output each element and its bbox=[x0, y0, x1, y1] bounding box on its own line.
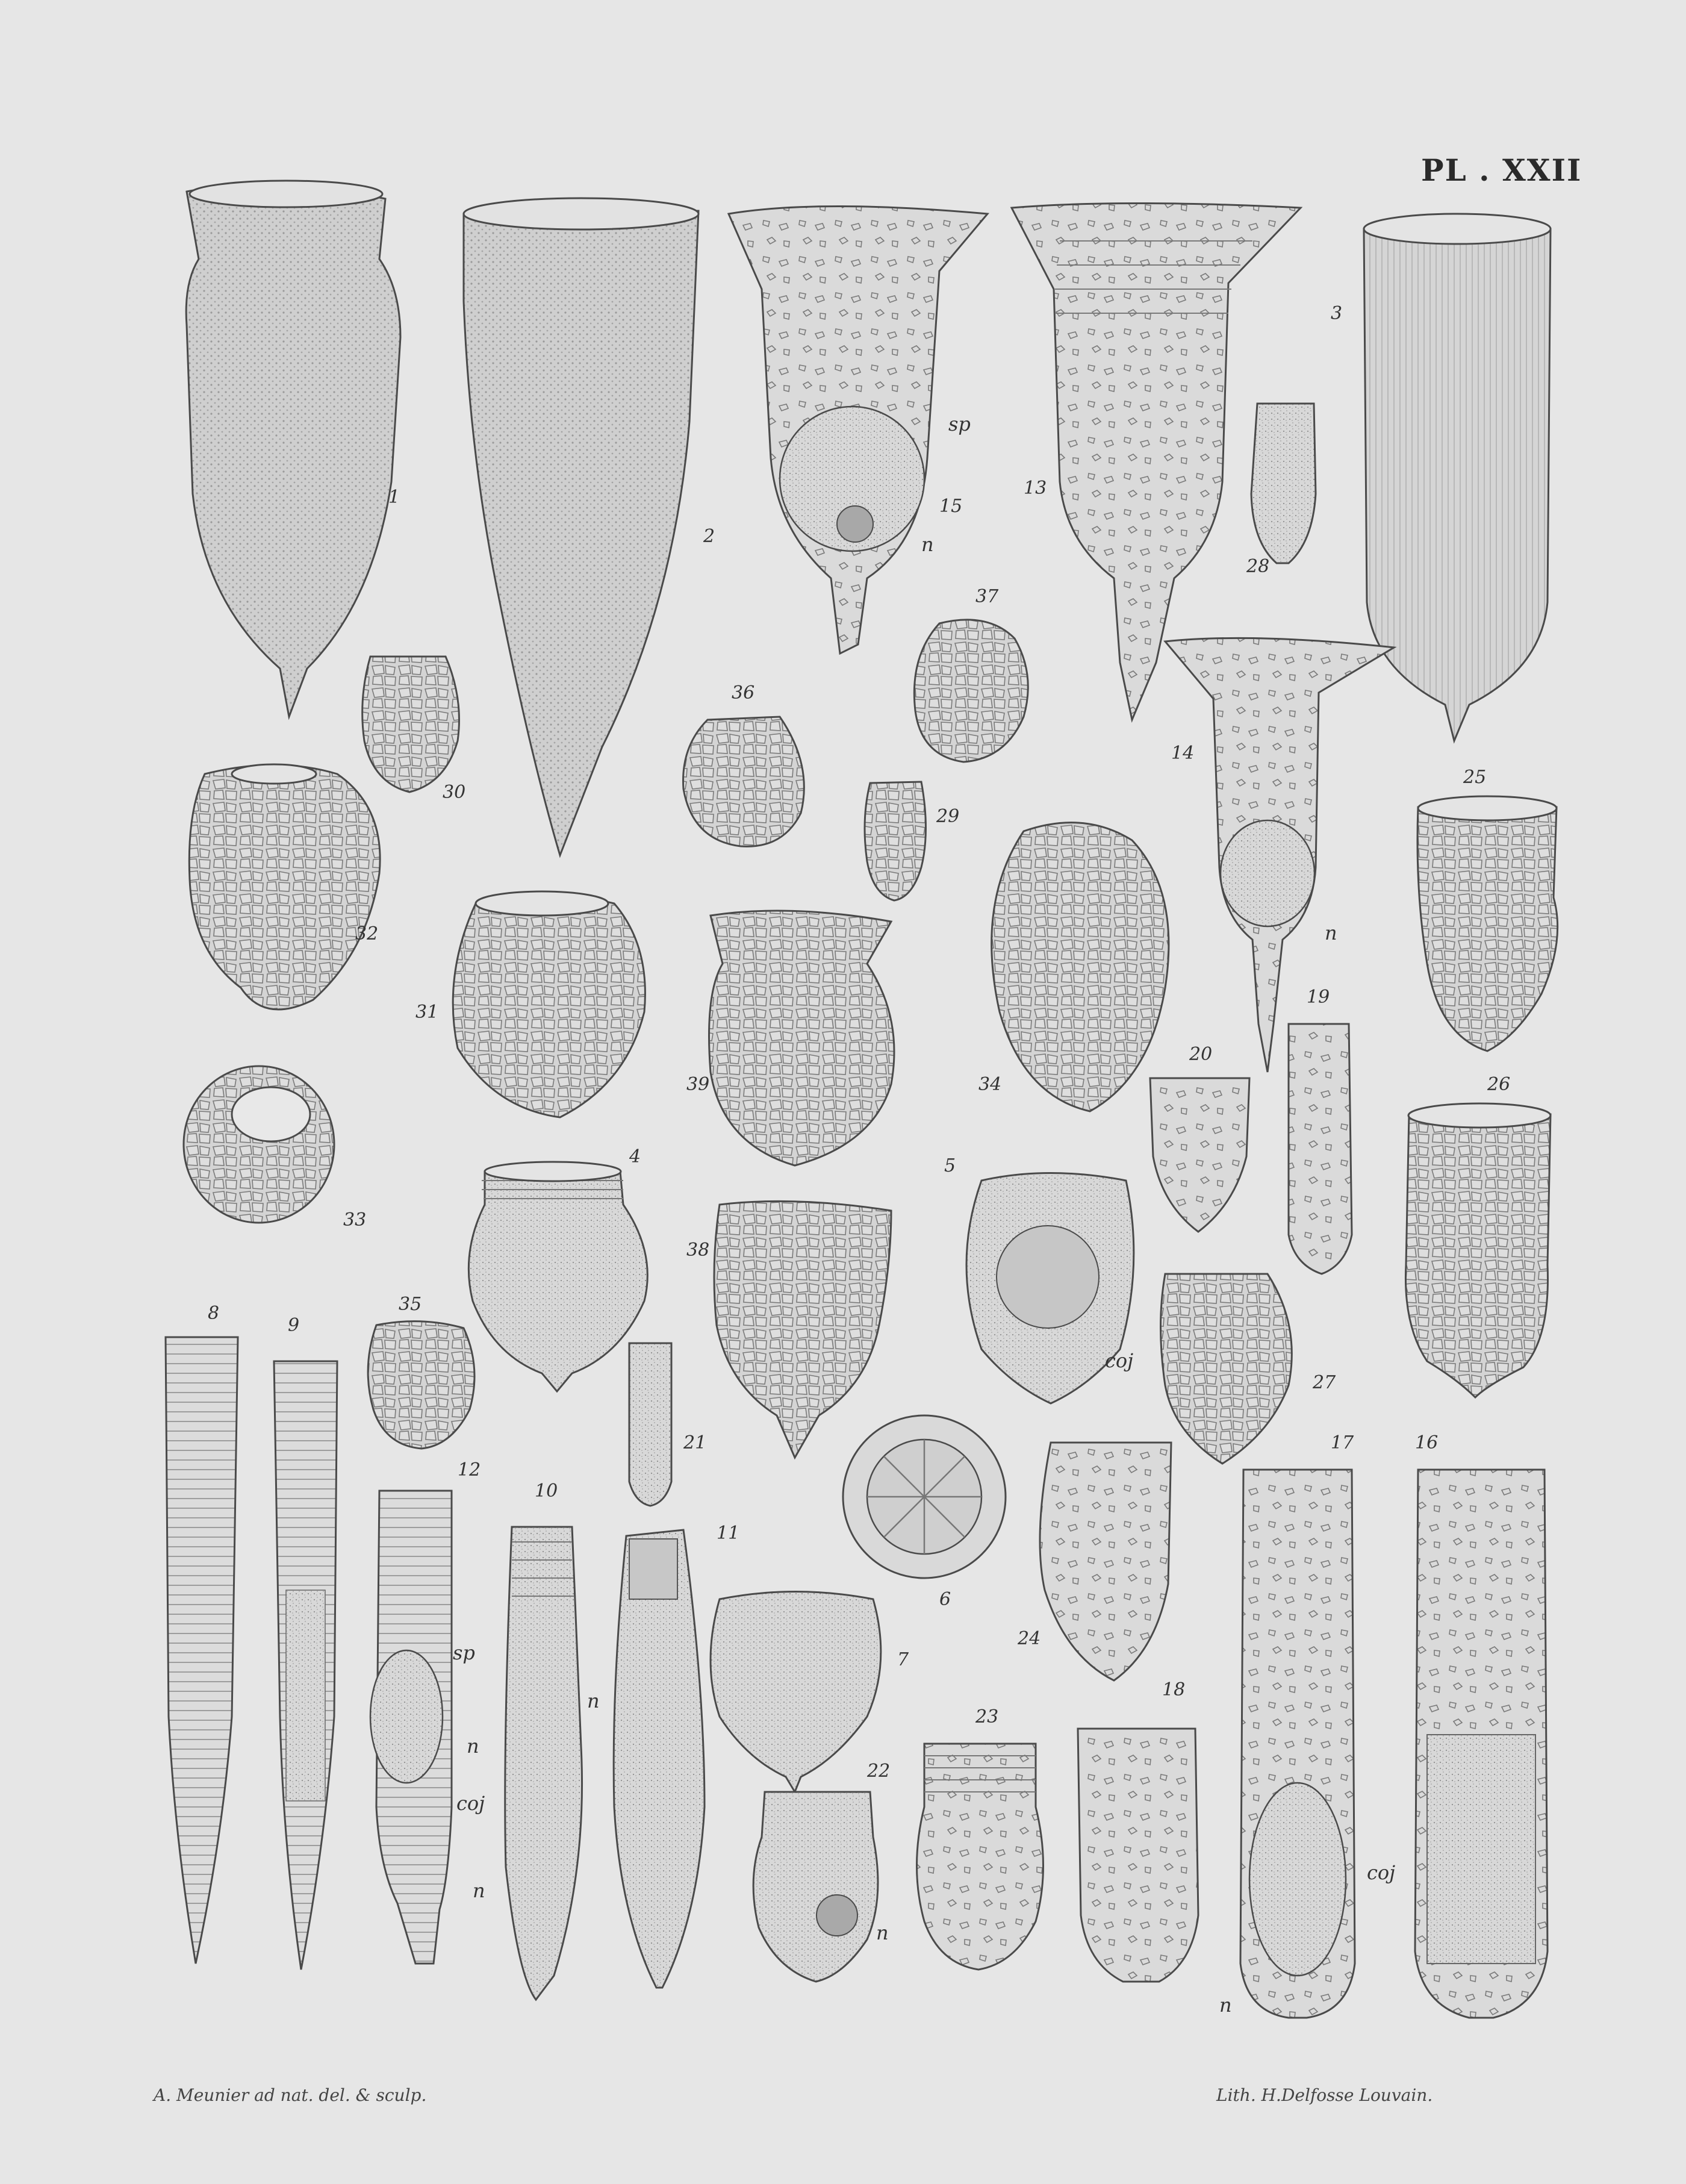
figure-label-23: 23 bbox=[975, 1706, 999, 1727]
figure-29-lorica bbox=[865, 782, 926, 900]
annotation-sp-15: sp bbox=[948, 413, 971, 435]
figure-6-rosette bbox=[867, 1440, 981, 1554]
credit-left: A. Meunier ad nat. del. & sculp. bbox=[154, 2085, 427, 2105]
figure-label-17: 17 bbox=[1331, 1432, 1354, 1453]
figure-16-body bbox=[1427, 1735, 1535, 1964]
figure-label-32: 32 bbox=[355, 923, 379, 944]
figure-label-18: 18 bbox=[1162, 1679, 1186, 1700]
annotation-sp-12: sp bbox=[453, 1641, 475, 1664]
figure-label-26: 26 bbox=[1487, 1074, 1511, 1095]
figure-32-lorica bbox=[189, 765, 380, 1009]
figure-label-29: 29 bbox=[936, 806, 960, 827]
figure-label-11: 11 bbox=[717, 1523, 740, 1544]
figure-label-36: 36 bbox=[732, 682, 755, 704]
figure-37-lorica bbox=[914, 620, 1028, 762]
annotation-n-14: n bbox=[1325, 922, 1337, 944]
figure-2-mouth bbox=[464, 198, 698, 229]
figure-24-lorica bbox=[1040, 1443, 1171, 1680]
figure-12-body bbox=[370, 1650, 443, 1783]
figure-1-mouth bbox=[190, 181, 382, 207]
figure-3-lorica bbox=[1364, 229, 1551, 741]
figure-label-33: 33 bbox=[343, 1209, 367, 1231]
figure-1-lorica bbox=[186, 184, 400, 717]
figure-14-body bbox=[1221, 820, 1314, 926]
figure-4-lorica bbox=[468, 1172, 647, 1391]
figure-label-5: 5 bbox=[944, 1155, 956, 1176]
figure-36-lorica bbox=[683, 717, 804, 846]
figure-label-30: 30 bbox=[443, 782, 466, 803]
figure-label-9: 9 bbox=[288, 1315, 300, 1336]
annotation-n-10b: n bbox=[473, 1879, 485, 1902]
figure-label-6: 6 bbox=[939, 1589, 951, 1610]
figure-label-15: 15 bbox=[939, 496, 963, 517]
figure-label-1: 1 bbox=[388, 487, 400, 508]
figure-25-mouth bbox=[1418, 796, 1557, 820]
figure-31-lorica bbox=[453, 896, 645, 1118]
annotation-n-10a: n bbox=[587, 1689, 600, 1712]
figure-label-31: 31 bbox=[415, 1002, 439, 1023]
figure-15-nucleus bbox=[837, 506, 873, 542]
figure-19-lorica bbox=[1289, 1024, 1352, 1274]
figure-9-body bbox=[286, 1590, 325, 1801]
figure-31-mouth bbox=[476, 891, 608, 916]
figure-label-3: 3 bbox=[1331, 303, 1343, 324]
figure-label-28: 28 bbox=[1246, 556, 1270, 577]
figure-7-lorica bbox=[711, 1592, 881, 1792]
figure-label-24: 24 bbox=[1018, 1628, 1041, 1649]
figure-35-lorica bbox=[368, 1321, 474, 1449]
figure-25-lorica bbox=[1417, 807, 1558, 1051]
figure-label-14: 14 bbox=[1171, 743, 1195, 764]
figure-11-head bbox=[629, 1539, 677, 1599]
figure-label-12: 12 bbox=[458, 1459, 481, 1480]
figure-26-lorica bbox=[1405, 1114, 1551, 1397]
figure-26-mouth bbox=[1408, 1103, 1551, 1128]
figure-28-lorica bbox=[1251, 404, 1316, 563]
figure-label-22: 22 bbox=[867, 1761, 891, 1782]
figure-label-38: 38 bbox=[686, 1240, 710, 1261]
figure-18-lorica bbox=[1078, 1729, 1198, 1982]
credit-right: Lith. H.Delfosse Louvain. bbox=[1216, 2085, 1433, 2105]
figure-32-mouth bbox=[232, 764, 316, 784]
figure-label-37: 37 bbox=[975, 586, 999, 607]
figure-3-mouth bbox=[1364, 214, 1551, 244]
figure-label-16: 16 bbox=[1415, 1432, 1439, 1453]
annotation-n-17: n bbox=[1219, 1994, 1232, 2017]
figure-label-25: 25 bbox=[1463, 767, 1487, 788]
figure-2-lorica bbox=[464, 211, 698, 855]
figure-label-20: 20 bbox=[1189, 1044, 1213, 1065]
figure-10-lorica bbox=[505, 1527, 582, 2000]
figure-label-34: 34 bbox=[978, 1074, 1002, 1095]
figure-38-lorica bbox=[714, 1201, 891, 1458]
annotation-coj-10: coj bbox=[456, 1792, 485, 1815]
figure-22-lorica bbox=[753, 1792, 878, 1982]
figure-33-mouth bbox=[232, 1087, 310, 1141]
annotation-coj-17: coj bbox=[1367, 1861, 1396, 1884]
figure-4-mouth bbox=[485, 1162, 621, 1181]
annotation-coj-5: coj bbox=[1105, 1349, 1134, 1372]
figure-label-19: 19 bbox=[1307, 987, 1330, 1008]
figure-label-27: 27 bbox=[1313, 1372, 1336, 1393]
figure-8-lorica bbox=[166, 1337, 238, 1964]
figure-20-lorica bbox=[1150, 1078, 1249, 1232]
annotation-n-15: n bbox=[921, 533, 934, 556]
figure-label-8: 8 bbox=[208, 1303, 220, 1324]
figure-label-4: 4 bbox=[629, 1146, 641, 1167]
figure-30-lorica bbox=[362, 657, 459, 792]
figure-27-lorica bbox=[1161, 1274, 1292, 1464]
figure-label-35: 35 bbox=[399, 1294, 422, 1315]
figure-39-lorica bbox=[709, 911, 895, 1165]
figure-23-lorica bbox=[917, 1744, 1044, 1970]
figure-34-lorica bbox=[992, 823, 1169, 1111]
plate-title: PL . XXII bbox=[1421, 152, 1582, 188]
figure-22-nucleus bbox=[817, 1895, 857, 1936]
annotation-n-22: n bbox=[876, 1921, 889, 1944]
figure-21-lorica bbox=[629, 1343, 671, 1506]
figure-label-10: 10 bbox=[535, 1480, 558, 1502]
figure-5-body bbox=[997, 1226, 1099, 1328]
annotation-n-12: n bbox=[467, 1735, 479, 1758]
figure-label-39: 39 bbox=[686, 1074, 710, 1095]
figure-label-13: 13 bbox=[1024, 478, 1047, 499]
figure-17-body bbox=[1249, 1783, 1346, 1976]
figure-label-2: 2 bbox=[703, 526, 715, 547]
figure-label-7: 7 bbox=[897, 1649, 909, 1670]
figure-label-21: 21 bbox=[683, 1432, 707, 1453]
